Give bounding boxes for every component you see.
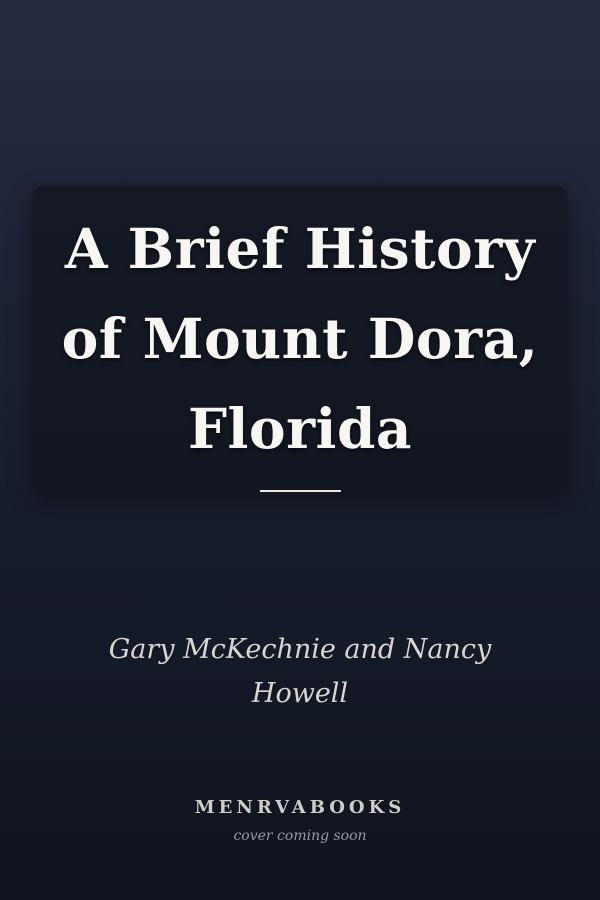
publisher-name: MENRVABOOKS	[194, 797, 406, 818]
title-divider	[260, 490, 341, 492]
cover-tagline: cover coming soon	[233, 828, 367, 844]
book-author: Gary McKechnie and Nancy Howell	[108, 634, 492, 709]
book-title: A Brief History of Mount Dora, Florida	[61, 216, 539, 461]
